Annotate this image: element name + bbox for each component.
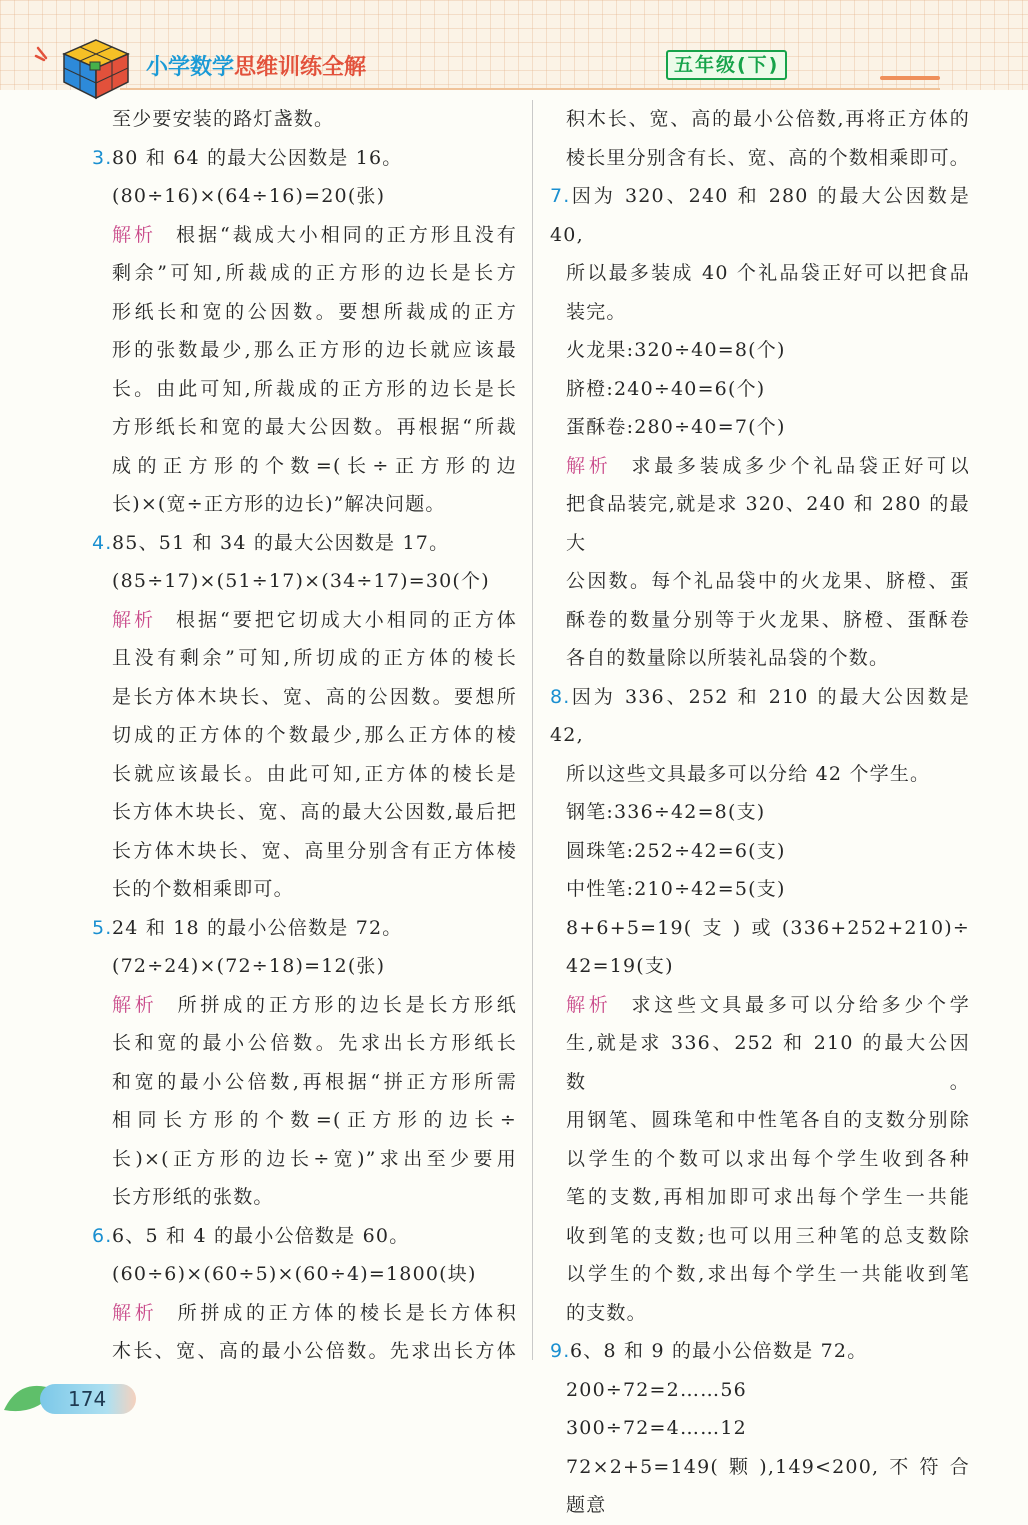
line-text: 42=19(支) (566, 955, 674, 977)
text-line (550, 562, 970, 601)
text-line (92, 562, 517, 601)
question-number: 9. (550, 1340, 571, 1362)
line-text: 把食品装完,就是求 320、240 和 280 的最大 (566, 493, 970, 554)
question-number: 7. (550, 185, 571, 207)
text-line (92, 1101, 517, 1140)
text-line (92, 254, 517, 293)
text-line (92, 1024, 517, 1063)
text-line (550, 1217, 970, 1256)
text-line (92, 1255, 517, 1294)
text-line (550, 793, 970, 832)
text-line (550, 678, 970, 755)
text-line (550, 331, 970, 370)
line-text: 长)×(正方形的边长÷宽)”求出至少要用 (112, 1147, 517, 1170)
text-line (550, 947, 970, 986)
analysis-tag: 解析 (566, 993, 612, 1016)
left-column (92, 100, 517, 1371)
line-text: 300÷72=4……12 (566, 1417, 747, 1439)
line-text: 成的正方形的个数=(长÷正方形的边 (112, 454, 517, 477)
line-text: 85、51 和 34 的最大公因数是 17。 (112, 531, 450, 554)
text-line (92, 1063, 517, 1102)
analysis-tag: 解析 (112, 993, 158, 1016)
text-line (550, 870, 970, 909)
line-text: 钢笔:336÷42=8(支) (566, 801, 766, 823)
text-line (92, 755, 517, 794)
column-divider (532, 100, 533, 1360)
text-line (550, 1332, 970, 1371)
series-title (146, 50, 366, 81)
text-line (92, 1294, 517, 1333)
header-accent-bar (880, 76, 940, 80)
rubiks-cube-icon (60, 36, 132, 102)
page-number: 174 (40, 1384, 136, 1414)
text-line (92, 370, 517, 409)
text-line (550, 909, 970, 948)
text-line (550, 1101, 970, 1140)
text-line (92, 216, 517, 255)
text-line (92, 408, 517, 447)
text-line (92, 947, 517, 986)
text-line (550, 447, 970, 486)
text-line (92, 485, 517, 524)
text-line (92, 139, 517, 178)
line-text: 圆珠笔:252÷42=6(支) (566, 839, 786, 862)
text-line (550, 755, 970, 794)
header-underline (120, 88, 940, 90)
text-line (550, 1409, 970, 1448)
line-text: 长的个数相乘即可。 (112, 878, 294, 900)
line-text: 因为 320、240 和 280 的最大公因数是 40, (550, 185, 970, 246)
text-line (92, 793, 517, 832)
right-column (550, 100, 970, 1525)
text-line (92, 601, 517, 640)
line-text: 长方形纸的张数。 (112, 1186, 274, 1208)
text-line (92, 832, 517, 871)
grade-badge: 五年级(下) (666, 50, 787, 80)
text-line (550, 100, 970, 139)
line-text: (60÷6)×(60÷5)×(60÷4)=1800(块) (112, 1263, 477, 1285)
line-text: 蛋酥卷:280÷40=7(个) (566, 416, 786, 438)
line-text: (85÷17)×(51÷17)×(34÷17)=30(个) (112, 570, 490, 592)
line-text: 相同长方形的个数=(正方形的边长÷ (112, 1109, 517, 1131)
analysis-tag: 解析 (566, 454, 612, 477)
line-text: 脐橙:240÷40=6(个) (566, 377, 766, 400)
text-line (550, 485, 970, 562)
line-text: 收到笔的支数;也可以用三种笔的总支数除 (566, 1224, 970, 1247)
line-text: 形的张数最少,那么正方形的边长就应该最 (112, 339, 517, 361)
line-text: 以学生的个数可以求出每个学生收到各种 (566, 1147, 970, 1170)
text-line (550, 1371, 970, 1410)
line-text: 是长方体木块长、宽、高的公因数。要想所 (112, 685, 517, 708)
line-text: 80 和 64 的最大公因数是 16。 (112, 146, 403, 169)
text-line (550, 1140, 970, 1179)
line-text: 长和宽的最小公倍数。先求出长方形纸长 (112, 1032, 517, 1054)
text-line (92, 870, 517, 909)
line-text: 火龙果:320÷40=8(个) (566, 339, 786, 361)
line-text: 用钢笔、圆珠笔和中性笔各自的支数分别除 (566, 1109, 970, 1131)
text-line (550, 986, 970, 1025)
line-text: 长)×(宽÷正方形的边长)”解决问题。 (112, 493, 446, 515)
question-number: 4. (92, 531, 113, 554)
text-line (92, 177, 517, 216)
line-text: 所以这些文具最多可以分给 42 个学生。 (566, 762, 931, 785)
text-line (550, 177, 970, 254)
text-line (92, 447, 517, 486)
text-line (550, 639, 970, 678)
text-line (92, 1332, 517, 1371)
text-line (550, 139, 970, 178)
line-text: 根据“要把它切成大小相同的正方体 (176, 608, 517, 631)
analysis-tag: 解析 (112, 223, 157, 246)
text-line (92, 639, 517, 678)
line-text: 和宽的最小公倍数,再根据“拼正方形所需 (112, 1070, 517, 1093)
line-text: 方形纸长和宽的最大公因数。再根据“所裁 (112, 416, 517, 438)
analysis-tag: 解析 (112, 1301, 158, 1324)
line-text: (72÷24)×(72÷18)=12(张) (112, 955, 386, 977)
question-number: 6. (92, 1224, 113, 1247)
text-line (92, 1140, 517, 1179)
line-text: 求最多装成多少个礼品袋正好可以 (631, 454, 970, 477)
text-line (92, 524, 517, 563)
line-text: 切成的正方体的个数最少,那么正方体的棱 (112, 724, 517, 746)
line-text: 装完。 (566, 300, 627, 323)
line-text: 中性笔:210÷42=5(支) (566, 878, 786, 900)
text-line (92, 716, 517, 755)
line-text: 72×2+5=149(颗),149<200,不符合 (566, 1455, 970, 1478)
analysis-tag: 解析 (112, 608, 157, 631)
line-text: 酥卷的数量分别等于火龙果、脐橙、蛋酥卷 (566, 608, 970, 631)
text-line (550, 254, 970, 293)
line-text: 笔的支数,再相加即可求出每个学生一共能 (566, 1186, 970, 1208)
line-text: 至少要安装的路灯盏数。 (112, 108, 335, 130)
line-text: 长。由此可知,所裁成的正方形的边长是长 (112, 377, 517, 400)
line-text: 因为 336、252 和 210 的最大公因数是 42, (550, 685, 970, 746)
line-text: 积木长、宽、高的最小公倍数,再将正方体的 (566, 108, 970, 130)
text-line (92, 1217, 517, 1256)
line-text: 长方体木块长、宽、高里分别含有正方体棱 (112, 839, 517, 862)
text-line (92, 986, 517, 1025)
line-text: 题意 (566, 1494, 607, 1516)
text-line (550, 1178, 970, 1217)
text-line (92, 678, 517, 717)
line-text: 根据“裁成大小相同的正方形且没有 (176, 223, 517, 246)
text-line (550, 1294, 970, 1333)
text-line (92, 331, 517, 370)
text-line (550, 1255, 970, 1294)
line-text: (80÷16)×(64÷16)=20(张) (112, 185, 386, 207)
line-text: 以学生的个数,求出每个学生一共能收到笔 (566, 1263, 970, 1285)
line-text: 所拼成的正方体的棱长是长方体积 (177, 1301, 517, 1324)
line-text: 长方体木块长、宽、高的最大公因数,最后把 (112, 801, 517, 823)
question-number: 3. (92, 146, 113, 169)
line-text: 24 和 18 的最小公倍数是 72。 (112, 916, 403, 939)
question-number: 8. (550, 685, 571, 708)
text-line (92, 909, 517, 948)
line-text: 8+6+5=19(支)或(336+252+210)÷ (566, 916, 970, 939)
line-text: 木长、宽、高的最小公倍数。先求出长方体 (112, 1340, 517, 1362)
line-text: 所拼成的正方形的边长是长方形纸 (177, 993, 517, 1016)
text-line (92, 1178, 517, 1217)
line-text: 各自的数量除以所装礼品袋的个数。 (566, 647, 890, 669)
line-text: 生,就是求 336、252 和 210 的最大公因数。 (566, 1032, 970, 1093)
line-text: 公因数。每个礼品袋中的火龙果、脐橙、蛋 (566, 570, 970, 592)
line-text: 剩余”可知,所裁成的正方形的边长是长方 (112, 262, 517, 284)
text-line (92, 293, 517, 332)
question-number: 5. (92, 916, 113, 939)
line-text: 6、5 和 4 的最小公倍数是 60。 (112, 1224, 410, 1247)
line-text: 6、8 和 9 的最小公倍数是 72。 (570, 1340, 868, 1362)
text-line (550, 408, 970, 447)
line-text: 棱长里分别含有长、宽、高的个数相乘即可。 (566, 146, 971, 169)
line-text: 所以最多装成 40 个礼品袋正好可以把食品 (566, 262, 970, 284)
text-line (92, 100, 517, 139)
line-text: 且没有剩余”可知,所切成的正方体的棱长 (112, 647, 517, 669)
line-text: 求这些文具最多可以分给多少个学 (631, 993, 970, 1016)
text-line (550, 370, 970, 409)
spark-icon (34, 44, 58, 68)
line-text: 的支数。 (566, 1301, 647, 1324)
line-text: 200÷72=2……56 (566, 1378, 747, 1401)
text-line (550, 1486, 970, 1525)
series-title-part1: 小学数学 (146, 55, 235, 80)
text-line (550, 293, 970, 332)
text-line (550, 832, 970, 871)
series-title-part2: 思维训练全解 (234, 55, 367, 80)
line-text: 长就应该最长。由此可知,正方体的棱长是 (112, 762, 517, 785)
text-line (550, 601, 970, 640)
text-line (550, 1448, 970, 1487)
text-line (550, 1024, 970, 1101)
line-text: 形纸长和宽的公因数。要想所裁成的正方 (112, 300, 517, 323)
